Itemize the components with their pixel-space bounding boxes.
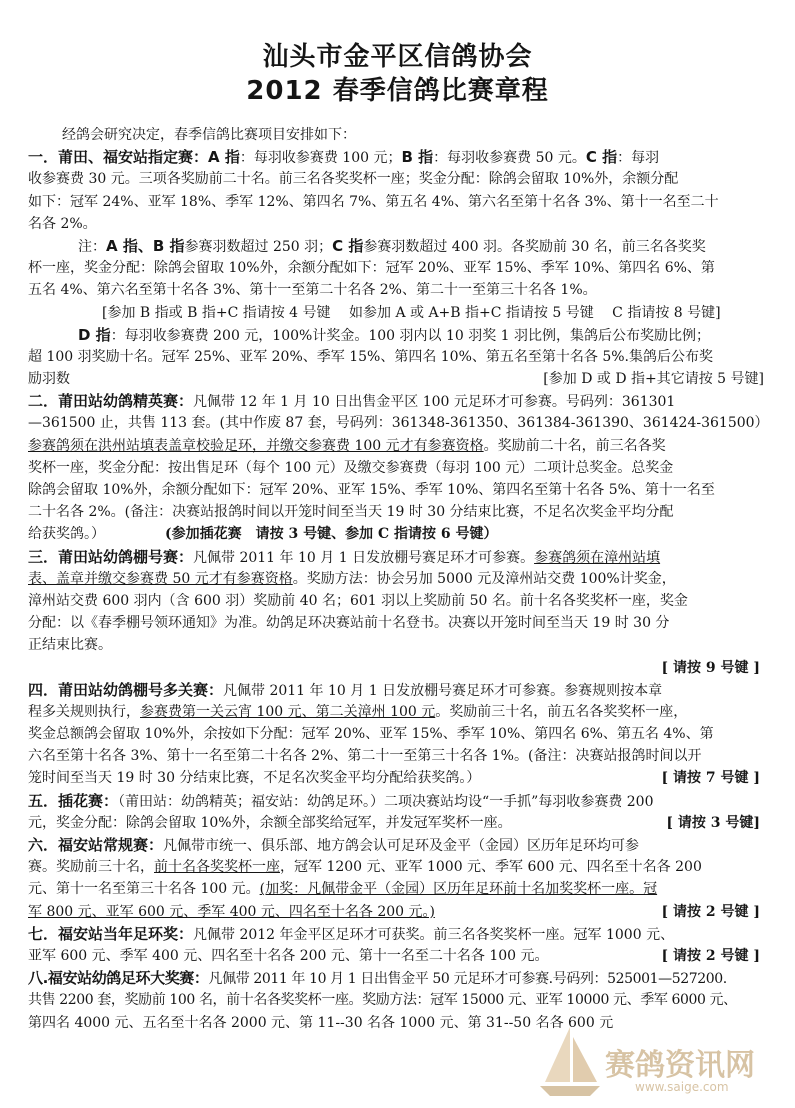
c-zhi-label: C 指 bbox=[585, 148, 618, 167]
text: ，冠军 1200 元、亚军 1000 元、季军 600 元、四名至十名各 200 bbox=[280, 859, 702, 876]
section-1-heading: 一．莆田、福安站指定赛： bbox=[28, 148, 209, 167]
section-2-line bbox=[28, 390, 770, 412]
c-zhi-label: C 指 bbox=[332, 236, 364, 255]
underlined-text: 参赛鸽须在漳州站填 bbox=[534, 549, 661, 566]
watermark-text: 赛鸽资讯网 bbox=[605, 1048, 755, 1083]
text: ：每羽 bbox=[617, 150, 660, 167]
text: ：每羽收参赛费 200 元，100%计奖金。100 羽内以 10 羽奖 1 羽比例，集鸽后公布奖励比例； bbox=[110, 327, 711, 344]
section-1-d-line bbox=[28, 324, 770, 346]
section-5-heading: 五．插花赛： bbox=[28, 791, 119, 810]
text: 凡佩带市统一、俱乐部、地方鸽会认可足环及金平（金园）区历年足环均可参 bbox=[163, 838, 640, 854]
underlined-text: 参赛费第一关云宵 100 元、第二关漳州 100 元 bbox=[140, 703, 436, 720]
section-2-line bbox=[28, 523, 770, 545]
a-zhi-label: A 指 bbox=[208, 148, 240, 167]
section-7-heading: 七．福安站当年足环奖： bbox=[28, 924, 194, 943]
section-6-line bbox=[28, 878, 770, 900]
text: 。奖励前二十名，前三名各奖 bbox=[483, 437, 666, 454]
section-1-line: 收参赛费 30 元。三项各奖励前二十名。前三名各奖奖杯一座；奖金分配：除鸽会留取 10%外，余额分配 bbox=[28, 171, 679, 188]
watermark-url: www.saige.com bbox=[635, 1080, 729, 1094]
section-1-line: 五名 4%、第六名至第十名各 3%、第十一至第二十名各 2%、第二十一至第三十名各 1%。 bbox=[28, 282, 597, 299]
text: 笼时间至当天 19 时 30 分结束比赛，不足名次奖金平均分配给获奖鸽。） bbox=[28, 770, 481, 787]
text: 元，奖金分配：除鸽会留取 10%外，余额全部奖给冠军，并发冠军奖杯一座。 bbox=[28, 814, 512, 831]
section-3-line bbox=[28, 546, 770, 568]
text: 凡佩带 12 年 1 月 10 日出售金平区 100 元足环才可参赛。号码列：361301 bbox=[193, 394, 676, 411]
underlined-text: 军 800 元、亚军 600 元、季军 400 元、四名至十名各 200 元。) bbox=[28, 903, 435, 920]
text: 凡佩带 2011 年 10 月 1 日出售金平 50 元足环才可参赛.号码列：525001—527200. bbox=[208, 971, 727, 988]
document-body bbox=[28, 124, 770, 1034]
text: 凡佩带 2011 年 10 月 1 日发放棚号赛足环才可参赛。 bbox=[193, 549, 535, 566]
key-note: [ 请按 3 号键] bbox=[666, 814, 760, 831]
d-zhi-label: D 指 bbox=[78, 325, 111, 344]
section-4-line: 六名至第十名各 3%、第十一名至第二十名各 2%、第二十一至第三十名各 1%。(备注：决赛站报鸽时间以开 bbox=[28, 748, 702, 765]
section-4-heading: 四．莆田站幼鸽棚号多关赛： bbox=[28, 680, 224, 699]
text: ：每羽收参赛费 100 元； bbox=[239, 150, 402, 167]
b-zhi-label: B 指 bbox=[401, 148, 434, 167]
section-2-heading: 二．莆田站幼鸽精英赛： bbox=[28, 392, 194, 411]
section-2-line: 除鸽会留取 10%外，余额分配如下：冠军 20%、亚军 15%、季军 10%、第四名至第十名各 5%、第十一名至 bbox=[28, 482, 715, 498]
sailboat-logo-icon bbox=[535, 1022, 605, 1102]
section-2-line: 奖杯一座，奖金分配：按出售足环（每个 100 元）及缴交参赛费（每羽 100 元）二项计总奖金。总奖金 bbox=[28, 459, 674, 476]
key-note: [ 请按 9 号键 ] bbox=[661, 659, 760, 676]
underlined-text: 表、盖章并缴交参赛费 50 元才有参赛资格 bbox=[28, 570, 293, 587]
ab-zhi-label: A 指、B 指 bbox=[106, 236, 185, 255]
text: 。奖励方法：协会另加 5000 元及漳州站交费 100%计奖金， bbox=[292, 570, 676, 587]
section-6-line bbox=[28, 901, 770, 923]
site-watermark bbox=[535, 1022, 765, 1102]
section-4-line bbox=[28, 679, 770, 701]
section-7-line bbox=[28, 945, 770, 967]
text: 参赛羽数超过 250 羽； bbox=[184, 238, 333, 255]
section-1-note-line bbox=[28, 235, 770, 257]
section-8-heading: 八.福安站幼鸽足环大奖赛： bbox=[28, 969, 209, 988]
key-note: [ 请按 7 号键 ] bbox=[661, 770, 760, 787]
text: 参赛羽数超过 400 羽。各奖励前 30 名，前三名各奖奖 bbox=[363, 238, 706, 255]
section-4-line bbox=[28, 701, 770, 723]
section-8-line: 共售 2200 套，奖励前 100 名，前十名各奖奖杯一座。奖励方法：冠军 15000 元、亚军 10000 元、季军 6000 元、 bbox=[28, 992, 737, 1009]
text: ：每羽收参赛费 50 元。 bbox=[433, 150, 586, 167]
section-5-line bbox=[28, 812, 770, 834]
key-note: [ 请按 2 号键 ] bbox=[661, 903, 760, 920]
underlined-text: 前十名各奖奖杯一座 bbox=[154, 859, 280, 876]
section-3-line: 分配：以《春季棚号领环通知》为准。幼鸽足环决赛站前十名登书。决赛以开笼时间至当天 19 时 30 分 bbox=[28, 615, 670, 632]
section-1-line bbox=[28, 368, 770, 390]
section-8-line bbox=[28, 967, 770, 989]
section-4-line: 奖金总额鸽会留取 10%外，余按如下分配：冠军 20%、亚军 15%、季军 10%、第四名 6%、第五名 4%、第 bbox=[28, 726, 714, 743]
text: 凡佩带 2012 年金平区足环才可获奖。前三名各奖奖杯一座。冠军 1000 元、 bbox=[193, 926, 675, 943]
section-6-line bbox=[28, 856, 770, 878]
key-note: (参加插花赛 请按 3 号键、参加 C 指请按 6 号键） bbox=[165, 526, 498, 543]
section-5-line bbox=[28, 790, 770, 812]
text: 励羽数 bbox=[28, 371, 70, 388]
text: 给获奖鸽。） bbox=[28, 526, 105, 543]
section-1-line: 名各 2%。 bbox=[28, 215, 97, 232]
document-title: 汕头市金平区信鸽协会 bbox=[262, 42, 533, 72]
section-1-line: 如下：冠军 24%、亚军 18%、季军 12%、第四名 7%、第五名 4%、第六名至第十名各 3%、第十一名至二十 bbox=[28, 193, 719, 210]
text: 赛。奖励前三十名， bbox=[28, 859, 154, 876]
section-4-line bbox=[28, 767, 770, 789]
section-1-line: 超 100 羽奖励十名。冠军 25%、亚军 20%、季军 15%、第四名 10%、第五名至第十名各 5%.集鸽后公布奖 bbox=[28, 348, 713, 365]
section-1-line bbox=[28, 146, 770, 168]
section-6-heading: 六．福安站常规赛： bbox=[28, 836, 164, 854]
text: 程多关规则执行， bbox=[28, 703, 140, 720]
section-2-line: —361500 止，共售 113 套。(其中作废 87 套，号码列：361348-361350、361384-361390、361424-361500） bbox=[28, 415, 769, 432]
section-3-line: 漳州站交费 600 羽内（含 600 羽）奖励前 40 名；601 羽以上奖励前 50 名。前十名各奖奖杯一座，奖金 bbox=[28, 592, 688, 609]
document-subtitle: 2012 春季信鸽比赛章程 bbox=[246, 76, 549, 106]
section-7-line bbox=[28, 923, 770, 945]
text: 凡佩带 2011 年 10 月 1 日发放棚号赛足环才可参赛。参赛规则按本章 bbox=[223, 682, 663, 699]
section-6-line bbox=[28, 834, 770, 856]
section-2-line bbox=[28, 435, 770, 457]
intro-text: 经鸽会研究决定，春季信鸽比赛项目安排如下： bbox=[62, 127, 356, 143]
text: 。奖励前三十名，前五名各奖奖杯一座， bbox=[435, 703, 688, 720]
section-8-line: 第四名 4000 元、五名至十名各 2000 元、第 11--30 名各 1000 元、第 31--50 名各 600 元 bbox=[28, 1014, 614, 1031]
text: 注： bbox=[78, 238, 106, 255]
section-3-line bbox=[28, 568, 770, 590]
underlined-text: (加奖：凡佩带金平（金园）区历年足环前十名加奖奖杯一座。冠 bbox=[259, 881, 658, 898]
text: 元、第十一名至第三十名各 100 元。 bbox=[28, 881, 260, 898]
text: （莆田站：幼鸽精英；福安站：幼鸽足环。）二项决赛站均设“一手抓”每羽收参赛费 200 bbox=[118, 793, 654, 810]
section-2-line: 二十名各 2%。(备注：决赛站报鸽时间以开笼时间至当天 19 时 30 分结束比赛，不足名次奖金平均分配 bbox=[28, 504, 674, 521]
section-1-key-note: [参加 B 指或 B 指+C 指请按 4 号键 如参加 A 或 A+B 指+C 指请按 5 号键 C 指请按 8 号键] bbox=[102, 304, 721, 321]
section-3-line: 正结束比赛。 bbox=[28, 637, 112, 654]
section-1-line: 杯一座，奖金分配：除鸽会留取 10%外，余额分配如下：冠军 20%、亚军 15%、季军 10%、第四名 6%、第 bbox=[28, 260, 715, 277]
key-note: [ 请按 2 号键 ] bbox=[661, 947, 760, 964]
section-3-heading: 三．莆田站幼鸽棚号赛： bbox=[28, 547, 194, 566]
key-note: [参加 D 或 D 指+其它请按 5 号键] bbox=[543, 371, 764, 388]
text: 亚军 600 元、季军 400 元、四名至十名各 200 元、第十一名至二十名各 100 元。 bbox=[28, 947, 549, 964]
underlined-text: 参赛鸽须在洪州站填表盖章校验足环，并缴交参赛费 100 元才有参赛资格 bbox=[28, 437, 484, 454]
